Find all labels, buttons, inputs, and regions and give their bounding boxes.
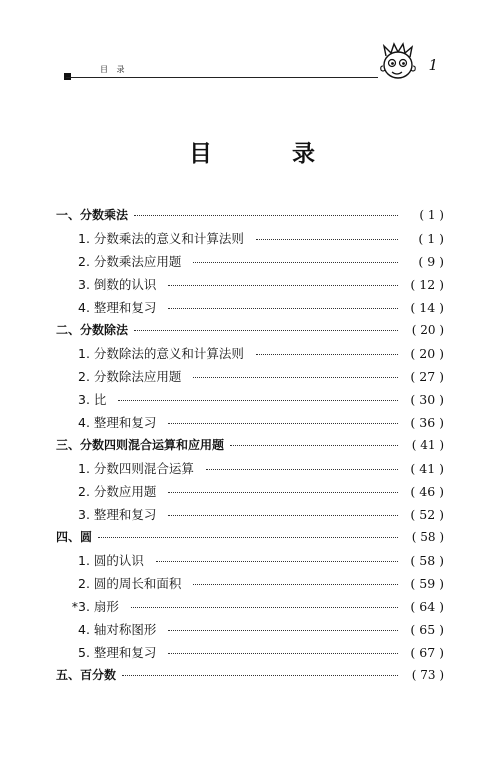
- toc-section-row: [56, 342, 444, 365]
- dot-leader: [256, 354, 398, 355]
- toc-page-number: ( 58 ): [411, 530, 444, 544]
- dot-leader: [168, 630, 398, 631]
- page-title: 目 录: [188, 141, 351, 167]
- dot-leader: [193, 584, 398, 585]
- dot-leader: [168, 653, 398, 654]
- toc-section-row: [56, 457, 444, 480]
- toc-entry-label: 3. 扇形: [78, 599, 119, 614]
- page-number: 1: [428, 56, 438, 74]
- cartoon-mascot-icon: [378, 42, 420, 82]
- toc-page-number: ( 36 ): [410, 415, 444, 430]
- toc-entry-label: 五、百分数: [56, 668, 117, 682]
- toc-page-number: ( 41 ): [410, 461, 444, 476]
- running-header: [66, 56, 438, 86]
- dot-leader: [256, 239, 398, 240]
- toc-page-number: ( 64 ): [410, 599, 444, 614]
- toc-section-row: [56, 296, 444, 319]
- toc-page-number: ( 58 ): [410, 553, 444, 568]
- toc-entry-label: 4. 整理和复习: [78, 415, 157, 430]
- toc-page-number: ( 1 ): [418, 231, 444, 246]
- dot-leader: [118, 400, 398, 401]
- toc-chapter-row: [56, 319, 444, 342]
- toc-page-number: ( 20 ): [411, 323, 444, 337]
- toc-page-number: ( 59 ): [410, 576, 444, 591]
- toc-entry-label: 5. 整理和复习: [78, 645, 157, 660]
- toc-section-row: [56, 411, 444, 434]
- dot-leader: [206, 469, 398, 470]
- dot-leader: [122, 675, 398, 676]
- toc-entry-label: 2. 分数应用题: [78, 484, 157, 499]
- toc-chapter-row: [56, 434, 444, 457]
- toc-page-number: ( 30 ): [410, 392, 444, 407]
- header-rule: [66, 77, 378, 78]
- toc-section-row: [56, 618, 444, 641]
- toc-entry-label: 4. 轴对称图形: [78, 622, 157, 637]
- toc-section-row: [56, 365, 444, 388]
- toc-chapter-row: [56, 664, 444, 687]
- toc-chapter-row: [56, 526, 444, 549]
- toc-entry-label: 二、分数除法: [56, 323, 129, 337]
- toc-entry-label: 3. 倒数的认识: [78, 277, 157, 292]
- dot-leader: [168, 285, 398, 286]
- dot-leader: [168, 308, 398, 309]
- toc-entry-label: 1. 分数四则混合运算: [78, 461, 194, 476]
- dot-leader: [131, 607, 398, 608]
- toc-entry-label: 2. 分数乘法应用题: [78, 254, 182, 269]
- toc-section-row: [56, 273, 444, 296]
- toc-entry-label: 2. 圆的周长和面积: [78, 576, 182, 591]
- toc-page-number: ( 73 ): [411, 668, 444, 682]
- toc-page-number: ( 27 ): [410, 369, 444, 384]
- dot-leader: [98, 537, 398, 538]
- toc-entry-label: 四、圆: [56, 530, 93, 544]
- toc-chapter-row: [56, 204, 444, 227]
- toc-page-number: ( 20 ): [410, 346, 444, 361]
- toc-entry-label: 三、分数四则混合运算和应用题: [56, 438, 225, 452]
- dot-leader: [193, 262, 398, 263]
- header-section-label: 目 录: [100, 65, 128, 74]
- dot-leader: [193, 377, 398, 378]
- toc-page-number: ( 12 ): [410, 277, 444, 292]
- toc-entry-label: 1. 分数除法的意义和计算法则: [78, 346, 244, 361]
- toc-page-number: ( 41 ): [411, 438, 444, 452]
- dot-leader: [168, 515, 398, 516]
- dot-leader: [156, 561, 398, 562]
- toc-section-row: [56, 388, 444, 411]
- toc-page-number: ( 67 ): [410, 645, 444, 660]
- toc-entry-label: 2. 分数除法应用题: [78, 369, 182, 384]
- toc-entry-label: 1. 圆的认识: [78, 553, 144, 568]
- toc-page-number: ( 1 ): [419, 208, 444, 222]
- dot-leader: [230, 445, 398, 446]
- toc-entry-label: 一、分数乘法: [56, 208, 129, 222]
- dot-leader: [134, 215, 398, 216]
- toc-section-row: [56, 480, 444, 503]
- dot-leader: [134, 330, 398, 331]
- toc-entry-label: 1. 分数乘法的意义和计算法则: [78, 231, 244, 246]
- toc-page-number: ( 46 ): [410, 484, 444, 499]
- toc-section-row: [56, 641, 444, 664]
- toc-section-row: [56, 595, 444, 618]
- toc-entry-label: 3. 整理和复习: [78, 507, 157, 522]
- dot-leader: [168, 423, 398, 424]
- toc-section-row: [56, 549, 444, 572]
- toc-page-number: ( 52 ): [410, 507, 444, 522]
- dot-leader: [168, 492, 398, 493]
- toc-page-number: ( 65 ): [410, 622, 444, 637]
- toc-section-row: [56, 227, 444, 250]
- toc-entry-label: 4. 整理和复习: [78, 300, 157, 315]
- toc-page-number: ( 9 ): [418, 254, 444, 269]
- toc-entry-label: 3. 比: [78, 392, 107, 407]
- toc-section-row: [56, 572, 444, 595]
- toc-section-row: [56, 503, 444, 526]
- optional-mark: *: [71, 599, 78, 614]
- toc-section-row: [56, 250, 444, 273]
- table-of-contents: [56, 204, 444, 687]
- toc-page-number: ( 14 ): [410, 300, 444, 315]
